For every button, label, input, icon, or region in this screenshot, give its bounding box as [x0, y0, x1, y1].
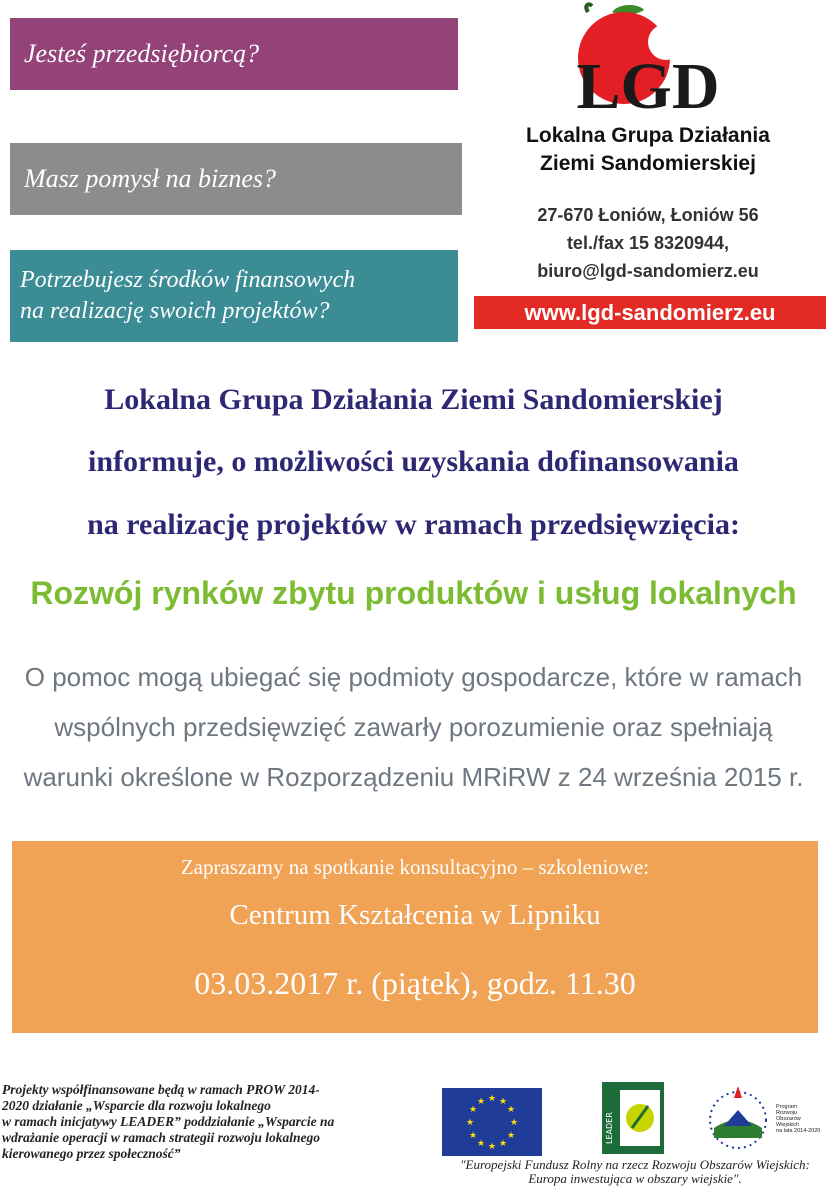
headline-line2: informuje, o możliwości uzyskania dofinansowania	[88, 445, 739, 478]
body-line2: wspólnych przedsięwzięć zawarły porozumienie oraz spełniają	[54, 712, 773, 742]
organization-name-line2: Ziemi Sandomierskiej	[540, 152, 756, 175]
question-funding	[10, 250, 458, 342]
question-business-idea	[10, 143, 462, 215]
fund-caption	[440, 1158, 827, 1186]
cofinance-line1: Projekty współfinansowane będą w ramach PROW 2014-	[2, 1082, 320, 1097]
svg-text:★: ★	[476, 1097, 486, 1107]
svg-text:★: ★	[487, 1094, 497, 1104]
cofinance-note	[2, 1082, 422, 1162]
svg-text:★: ★	[506, 1105, 516, 1115]
svg-text:★: ★	[468, 1105, 478, 1115]
organization-address: 27-670 Łoniów, Łoniów 56	[537, 205, 759, 225]
organization-phone: tel./fax 15 8320944,	[566, 233, 730, 253]
question-entrepreneur-text: Jesteś przedsiębiorcą?	[24, 39, 260, 68]
cofinance-line4: wdrażanie operacji w ramach strategii rozwoju lokalnego	[2, 1130, 321, 1145]
event-place: Centrum Kształcenia w Lipniku	[229, 899, 601, 931]
body-line1: O pomoc mogą ubiegać się podmioty gospodarcze, które w ramach	[24, 662, 803, 692]
headline-line1: Lokalna Grupa Działania Ziemi Sandomierskiej	[104, 383, 723, 416]
website-link[interactable]	[474, 296, 826, 329]
lgd-logo-text: LGD	[576, 50, 720, 118]
organization-name-line1: Lokalna Grupa Działania	[526, 124, 770, 147]
event-box	[12, 841, 818, 1033]
svg-text:★: ★	[498, 1139, 508, 1149]
cofinance-line2: 2020 działanie „Wsparcie dla rozwoju lokalnego	[2, 1098, 271, 1113]
question-entrepreneur	[10, 18, 458, 90]
prow-label-3: Obszarów	[776, 1116, 801, 1122]
svg-text:★: ★	[476, 1139, 486, 1149]
leader-logo-text: LEADER	[605, 1112, 614, 1144]
fund-caption-line1: "Europejski Fundusz Rolny na rzecz Rozwoju Obszarów Wiejskich:	[460, 1157, 810, 1172]
cofinance-line3: w ramach inicjatywy LEADER” poddziałanie „Wsparcie na	[2, 1114, 335, 1129]
lgd-apple-logo	[548, 0, 748, 118]
svg-text:★: ★	[468, 1131, 478, 1141]
svg-text:★: ★	[487, 1142, 497, 1152]
question-business-idea-text: Masz pomysł na biznes?	[24, 164, 277, 193]
prow-label-1: Program	[776, 1104, 798, 1110]
eu-flag-logo	[442, 1088, 542, 1156]
organization-email[interactable]: biuro@lgd-sandomierz.eu	[537, 261, 759, 281]
event-invite: Zapraszamy na spotkanie konsultacyjno – szkoleniowe:	[180, 855, 650, 879]
leader-logo	[602, 1082, 664, 1154]
program-title: Rozwój rynków zbytu produktów i usług lokalnych	[30, 575, 797, 611]
fund-caption-line2: Europa inwestująca w obszary wiejskie".	[528, 1171, 742, 1186]
svg-text:★: ★	[498, 1097, 508, 1107]
event-datetime: 03.03.2017 r. (piątek), godz. 11.30	[194, 965, 636, 1001]
website-link-text: www.lgd-sandomierz.eu	[524, 299, 776, 325]
svg-text:★: ★	[509, 1118, 519, 1128]
prow-label-5: na lata 2014-2020	[776, 1128, 821, 1134]
prow-label-2: Rozwoju	[776, 1110, 798, 1116]
cofinance-line5: kierowanego przez społeczność”	[2, 1146, 181, 1161]
headline-line3: na realizację projektów w ramach przedsięwzięcia:	[87, 508, 740, 541]
question-funding-line1: Potrzebujesz środków finansowych	[20, 267, 356, 293]
question-funding-line2: na realizację swoich projektów?	[20, 298, 330, 324]
svg-text:★: ★	[506, 1131, 516, 1141]
svg-text:★: ★	[465, 1118, 475, 1128]
body-line3: warunki określone w Rozporządzeniu MRiRW z 24 września 2015 r.	[23, 762, 804, 792]
prow-logo-label	[776, 1104, 824, 1134]
prow-label-4: Wiejskich	[776, 1122, 800, 1128]
